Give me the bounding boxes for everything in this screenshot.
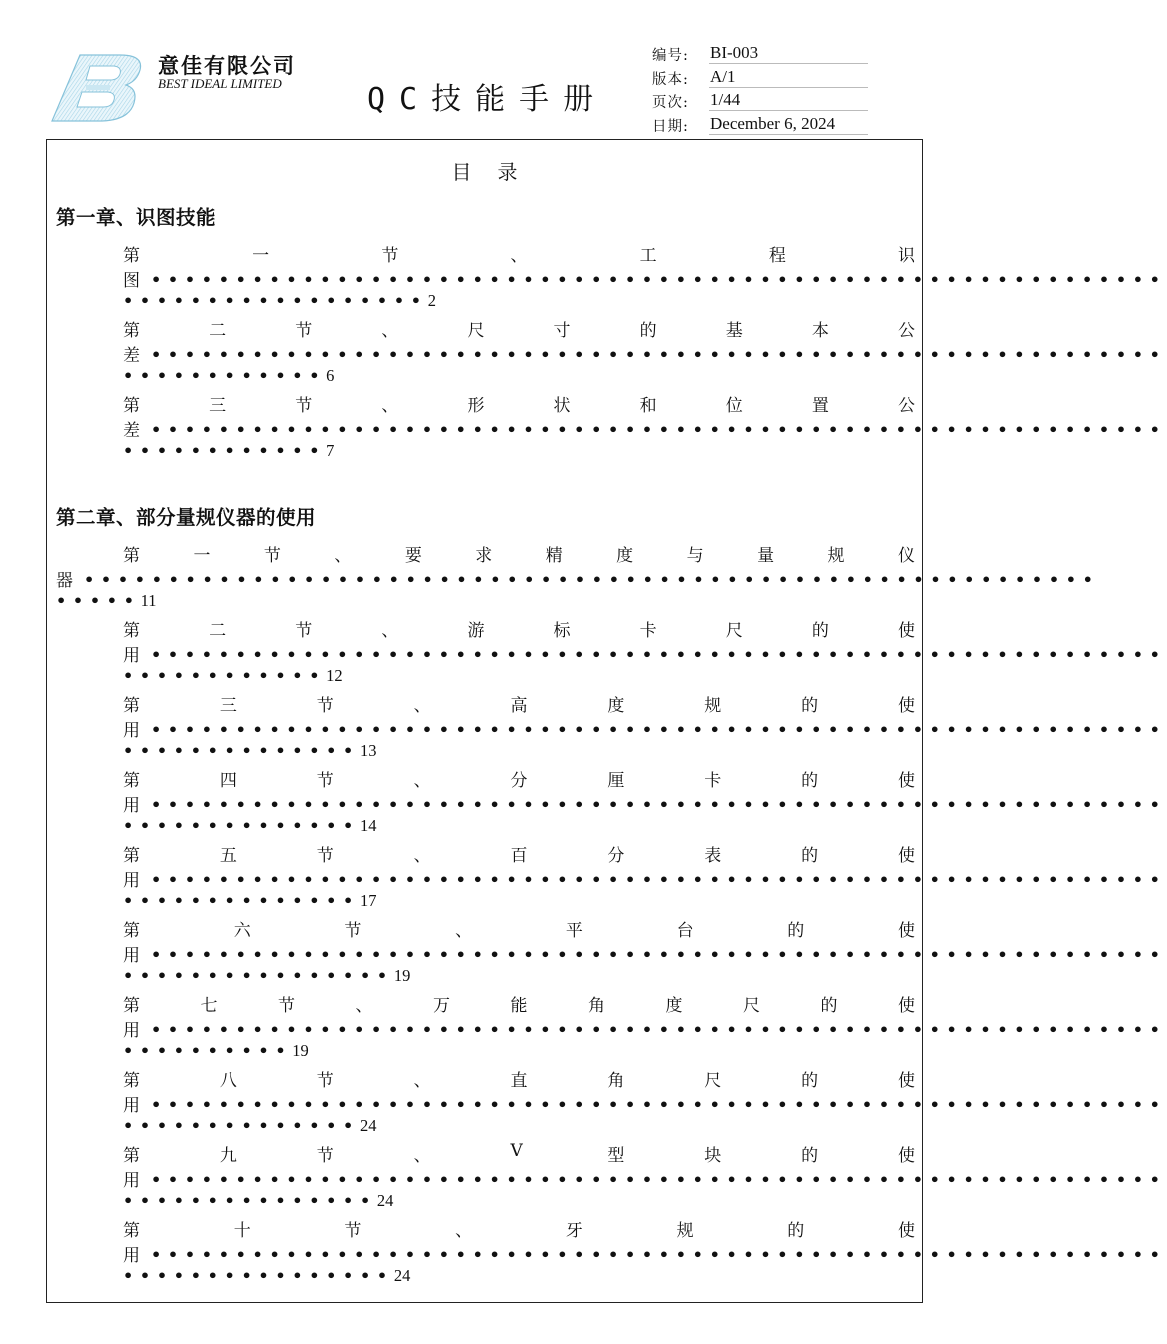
toc-entry-char: 四 [219, 771, 237, 791]
toc-entry-char: 节 [316, 771, 334, 791]
toc-entry-char: 使 [898, 621, 915, 641]
toc-entry-char: 识 [898, 246, 915, 266]
toc-entry-char: 尺 [743, 996, 760, 1016]
toc-entry-char: 置 [811, 396, 829, 416]
toc-entry-char: 、 [413, 1146, 431, 1166]
meta-label: 编号: [652, 48, 689, 64]
toc-entry-char: 五 [219, 846, 237, 866]
toc-entry-char: 的 [801, 696, 819, 716]
leader-dots: •••••••••• [123, 1041, 293, 1060]
toc-entry-char: 节 [263, 546, 281, 566]
toc-entry-char: 能 [510, 996, 528, 1016]
toc-entry-char: 规 [676, 1221, 694, 1241]
toc-entry-char: 角 [588, 996, 605, 1016]
toc-entry-char: 节 [344, 1221, 362, 1241]
toc-entry[interactable] [123, 841, 1167, 916]
leader-dots: •••••••••••••••••••••••••••••••••••••••••••••••••••••••••••• [84, 570, 1100, 589]
toc-entry-title [123, 241, 915, 266]
toc-entry-char: 第 [123, 696, 140, 716]
toc-entry-char: 规 [704, 696, 722, 716]
toc-entry-char: 直 [510, 1071, 528, 1091]
toc-entry[interactable] [123, 691, 1167, 766]
toc-entry-char: 程 [768, 246, 786, 266]
toc-entry-char: 、 [413, 771, 431, 791]
toc-entry-leader-end [123, 891, 915, 916]
toc-entry-char: 用 [123, 646, 140, 666]
toc-entry-char: 的 [820, 996, 838, 1016]
toc-entry-char: 百 [510, 846, 528, 866]
toc-entry[interactable] [123, 916, 1167, 991]
company-name-en: BEST IDEAL LIMITED [158, 76, 282, 91]
toc-entry-char: 第 [123, 246, 140, 266]
toc-entry-char: 使 [898, 921, 915, 941]
toc-entry-leader [123, 1241, 1167, 1266]
toc-entry-char: 第 [123, 396, 140, 416]
meta-value: A/1 [709, 66, 868, 88]
toc-entry-char: 本 [811, 321, 829, 341]
toc-entry-char: 器 [56, 571, 73, 591]
meta-value: BI-003 [709, 42, 868, 64]
toc-entry[interactable] [56, 541, 1100, 616]
toc-entry-leader-end [123, 666, 915, 691]
toc-entry-leader-end [123, 1116, 915, 1141]
leader-dots: •••••••••••••• [123, 1116, 360, 1135]
company-name-cn: 意佳有限公司 [158, 53, 296, 78]
toc-entry-char: 型 [607, 1146, 625, 1166]
toc-entry-char: 七 [200, 996, 218, 1016]
leader-dots: •••••••••••••••• [123, 1266, 394, 1285]
leader-dots: •••••••••••••• [123, 891, 360, 910]
leader-dots: ••••••••••••••• [123, 1191, 377, 1210]
toc-entry-char: 、 [455, 921, 473, 941]
toc-page-number: 19 [393, 966, 411, 985]
toc-entry-char: 与 [686, 546, 704, 566]
toc-entry-char: 万 [433, 996, 450, 1016]
toc-entry-char: 表 [704, 846, 722, 866]
toc-entry-char: 量 [757, 546, 775, 566]
toc-entry-char: 的 [811, 621, 829, 641]
toc-entry-char: 尺 [704, 1071, 722, 1091]
toc-entry-char: 、 [413, 1071, 431, 1091]
toc-page-number: 2 [427, 291, 436, 310]
toc-entry-char: 、 [455, 1221, 473, 1241]
toc-entry-char: V [510, 1141, 523, 1161]
toc-entry-char: 公 [898, 396, 915, 416]
meta-row-page [652, 89, 868, 113]
toc-entry-leader [123, 416, 1167, 441]
meta-row-date [652, 113, 868, 137]
toc-entry[interactable] [123, 241, 1167, 316]
leader-dots: •••••••••••••••••••••••••••••••••••••••••••••••••••••••••••• [151, 1020, 1167, 1039]
toc-entry-char: 六 [233, 921, 251, 941]
toc-entry-title [123, 916, 915, 941]
toc-entry-char: 差 [123, 346, 140, 366]
toc-entry-leader [123, 1166, 1167, 1191]
toc-entry-char: 的 [787, 1221, 805, 1241]
toc-entry-char: 用 [123, 1171, 140, 1191]
toc-entry-leader-end [123, 1266, 915, 1291]
toc-entry-title [123, 316, 915, 341]
toc-entry-title [123, 391, 915, 416]
toc-entry-leader-end [123, 1191, 915, 1216]
toc-entry-char: 差 [123, 421, 140, 441]
toc-entry-char: 尺 [725, 621, 743, 641]
leader-dots: •••••••••••••••••••••••••••••••••••••••••••••••••••••••••••• [151, 1095, 1167, 1114]
toc-entry-char: 节 [295, 396, 313, 416]
toc-entry-char: 使 [898, 696, 915, 716]
toc-entry-char: 第 [123, 321, 140, 341]
toc-entry-char: 节 [295, 321, 313, 341]
toc-entry-char: 三 [219, 696, 237, 716]
toc-entry-char: 厘 [607, 771, 625, 791]
toc-entry-char: 卡 [639, 621, 657, 641]
toc-entry-char: 节 [316, 846, 334, 866]
toc-entry[interactable] [123, 1141, 1167, 1216]
toc-entry-char: 角 [607, 1071, 625, 1091]
toc-entry-char: 块 [704, 1146, 722, 1166]
toc-entry-char: 二 [209, 621, 227, 641]
company-logo [50, 52, 146, 124]
toc-entry-title [56, 541, 915, 566]
toc-entry-leader-end [123, 441, 915, 466]
meta-row-code [652, 42, 868, 66]
meta-row-version [652, 66, 868, 90]
toc-entry-char: 第 [123, 1221, 140, 1241]
toc-entry[interactable] [123, 1216, 1167, 1291]
toc-entry-char: 的 [801, 1071, 819, 1091]
toc-entry-char: 的 [801, 846, 819, 866]
toc-entry-leader [123, 266, 1167, 291]
toc-entry-char: 标 [553, 621, 571, 641]
document-title: QC技能手册 [367, 82, 608, 117]
toc-entry[interactable] [123, 1066, 1167, 1141]
toc-entry-char: 用 [123, 871, 140, 891]
toc-entry-char: 第 [123, 921, 140, 941]
toc-entry[interactable] [123, 766, 1167, 841]
leader-dots: •••••••••••• [123, 366, 327, 385]
toc-entry-char: 用 [123, 946, 140, 966]
leader-dots: •••••••••••••••••• [123, 291, 428, 310]
toc-entry-leader-end [123, 816, 915, 841]
toc-frame [46, 139, 1167, 1303]
toc-entry-char: 牙 [565, 1221, 583, 1241]
toc-entry-leader-end [56, 591, 915, 616]
toc-entry-char: 基 [725, 321, 743, 341]
toc-entry-char: 的 [801, 1146, 819, 1166]
meta-label: 页次: [652, 95, 689, 111]
toc-entry-char: 使 [898, 1221, 915, 1241]
toc-entry-char: 的 [639, 321, 657, 341]
toc-entry-char: 节 [316, 696, 334, 716]
leader-dots: ••••• [56, 591, 141, 610]
toc-entry-title [123, 766, 915, 791]
meta-value: December 6, 2024 [709, 113, 868, 135]
toc-entry-char: 平 [565, 921, 583, 941]
toc-entry-char: 、 [413, 846, 431, 866]
toc-entry-char: 位 [725, 396, 743, 416]
toc-page-number: 24 [359, 1116, 377, 1135]
toc-entry-leader [123, 791, 1167, 816]
toc-entry-leader-end [123, 366, 915, 391]
toc-entry-leader [123, 716, 1167, 741]
toc-entry-char: 节 [344, 921, 362, 941]
toc-page-number: 17 [359, 891, 377, 910]
toc-entry-char: 寸 [553, 321, 571, 341]
toc-entry-char: 八 [219, 1071, 237, 1091]
toc-entry-char: 公 [898, 321, 915, 341]
toc-entry-char: 用 [123, 1246, 140, 1266]
toc-entry-char: 工 [639, 246, 657, 266]
toc-entry-char: 一 [193, 546, 211, 566]
toc-entry-char: 第 [123, 846, 140, 866]
leader-dots: •••••••••••••••••••••••••••••••••••••••••••••••••••••••••••• [151, 1245, 1167, 1264]
toc-page-number: 24 [393, 1266, 411, 1285]
toc-entry-char: 节 [316, 1071, 334, 1091]
toc-entry-char: 节 [295, 621, 313, 641]
toc-entry-char: 第 [123, 621, 140, 641]
toc-entry-char: 九 [219, 1146, 237, 1166]
toc-entry-char: 、 [510, 246, 528, 266]
toc-entry-char: 的 [801, 771, 819, 791]
toc-entry-leader [123, 341, 1167, 366]
leader-dots: •••••••••••••• [123, 816, 360, 835]
toc-page-number: 14 [359, 816, 377, 835]
toc-entry-char: 节 [278, 996, 295, 1016]
toc-entry-title [123, 841, 915, 866]
toc-entry-leader-end [123, 966, 915, 991]
toc-entry-char: 尺 [467, 321, 485, 341]
toc-entry-char: 第 [123, 996, 140, 1016]
toc-entry-char: 使 [898, 996, 915, 1016]
toc-page-number: 7 [326, 441, 335, 460]
toc-entry-char: 、 [381, 621, 399, 641]
toc-page-number: 6 [326, 366, 335, 385]
toc-entry-leader [123, 1091, 1167, 1116]
toc-entry-char: 卡 [704, 771, 722, 791]
leader-dots: •••••••••••••••••••••••••••••••••••••••••••••••••••••••••••• [151, 420, 1167, 439]
toc-entry-char: 三 [209, 396, 227, 416]
toc-entry-leader-end [123, 291, 915, 316]
toc-entry-title [123, 1066, 915, 1091]
toc-entry-char: 仪 [898, 546, 915, 566]
toc-entry-leader [56, 566, 1100, 591]
toc-entry-char: 游 [467, 621, 485, 641]
toc-entry-char: 使 [898, 771, 915, 791]
leader-dots: •••••••••••••••••••••••••••••••••••••••••••••••••••••••••••• [151, 945, 1167, 964]
toc-entry-char: 使 [898, 1146, 915, 1166]
toc-entry-leader [123, 866, 1167, 891]
leader-dots: •••••••••••••••• [123, 966, 394, 985]
toc-entry-char: 、 [355, 996, 373, 1016]
toc-entry-leader [123, 941, 1167, 966]
toc-entry-char: 节 [381, 246, 399, 266]
leader-dots: •••••••••••• [123, 441, 327, 460]
leader-dots: •••••••••••••••••••••••••••••••••••••••••••••••••••••••••••• [151, 270, 1167, 289]
toc-entry-char: 度 [665, 996, 683, 1016]
toc-entry-char: 第 [123, 771, 140, 791]
toc-entry-leader-end [123, 1041, 915, 1066]
chapter-heading: 第二章、部分量规仪器的使用 [56, 506, 317, 529]
leader-dots: •••••••••••••••••••••••••••••••••••••••••••••••••••••••••••• [151, 795, 1167, 814]
toc-entry-char: 、 [413, 696, 431, 716]
toc-entry-char: 要 [404, 546, 422, 566]
toc-entry-char: 、 [381, 396, 399, 416]
toc-entry-char: 用 [123, 796, 140, 816]
meta-label: 日期: [652, 118, 689, 135]
toc-entry-char: 使 [898, 846, 915, 866]
toc-entry-char: 图 [123, 271, 140, 291]
toc-entry[interactable] [123, 616, 1167, 691]
toc-entry[interactable] [123, 991, 1167, 1066]
toc-entry-char: 求 [475, 546, 493, 566]
toc-entry-leader-end [123, 741, 915, 766]
toc-page-number: 13 [359, 741, 377, 760]
leader-dots: •••••••••••• [123, 666, 327, 685]
toc-entry-char: 使 [898, 1071, 915, 1091]
leader-dots: •••••••••••••••••••••••••••••••••••••••••••••••••••••••••••• [151, 1170, 1167, 1189]
meta-value: 1/44 [709, 89, 868, 111]
toc-entry-title [123, 991, 915, 1016]
toc-page-number: 24 [376, 1191, 394, 1210]
toc-entry[interactable] [123, 316, 1167, 391]
toc-entry-char: 分 [607, 846, 625, 866]
toc-entry-char: 十 [233, 1221, 251, 1241]
toc-entry-char: 的 [787, 921, 805, 941]
toc-entry-char: 一 [252, 246, 270, 266]
toc-entry-char: 、 [334, 546, 352, 566]
leader-dots: •••••••••••••••••••••••••••••••••••••••••••••••••••••••••••• [151, 345, 1167, 364]
meta-label: 版本: [652, 71, 689, 88]
leader-dots: •••••••••••••••••••••••••••••••••••••••••••••••••••••••••••• [151, 720, 1167, 739]
toc-entry-char: 二 [209, 321, 227, 341]
chapter-heading: 第一章、识图技能 [56, 206, 217, 229]
toc-entry-char: 节 [316, 1146, 334, 1166]
toc-entry-leader [123, 641, 1167, 666]
toc-entry-char: 第 [123, 546, 140, 566]
toc-entry-char: 规 [827, 546, 845, 566]
leader-dots: •••••••••••••••••••••••••••••••••••••••••••••••••••••••••••• [151, 645, 1167, 664]
leader-dots: •••••••••••••••••••••••••••••••••••••••••••••••••••••••••••• [151, 870, 1167, 889]
toc-entry-title [123, 616, 915, 641]
toc-page-number: 19 [292, 1041, 309, 1060]
toc-entry-char: 分 [510, 771, 528, 791]
toc-entry-title [123, 1216, 915, 1241]
toc-entry-char: 第 [123, 1071, 140, 1091]
toc-entry-char: 用 [123, 1021, 140, 1041]
toc-entry-leader [123, 1016, 1167, 1041]
toc-entry-char: 状 [553, 396, 571, 416]
toc-entry-char: 度 [607, 696, 625, 716]
toc-entry-char: 用 [123, 721, 140, 741]
toc-title: 目录 [451, 160, 544, 184]
toc-entry-title [123, 1141, 915, 1166]
toc-entry-char: 和 [639, 396, 657, 416]
toc-entry[interactable] [123, 391, 1167, 466]
toc-page-number: 12 [326, 666, 343, 685]
toc-page-number: 11 [140, 591, 157, 610]
toc-entry-char: 形 [467, 396, 485, 416]
toc-entry-char: 、 [381, 321, 399, 341]
toc-entry-char: 第 [123, 1146, 140, 1166]
toc-entry-char: 精 [545, 546, 563, 566]
document-meta [652, 42, 868, 136]
toc-entry-char: 台 [676, 921, 694, 941]
toc-entry-title [123, 691, 915, 716]
toc-entry-char: 度 [616, 546, 634, 566]
leader-dots: •••••••••••••• [123, 741, 360, 760]
toc-entry-char: 高 [510, 696, 528, 716]
toc-entry-char: 用 [123, 1096, 140, 1116]
